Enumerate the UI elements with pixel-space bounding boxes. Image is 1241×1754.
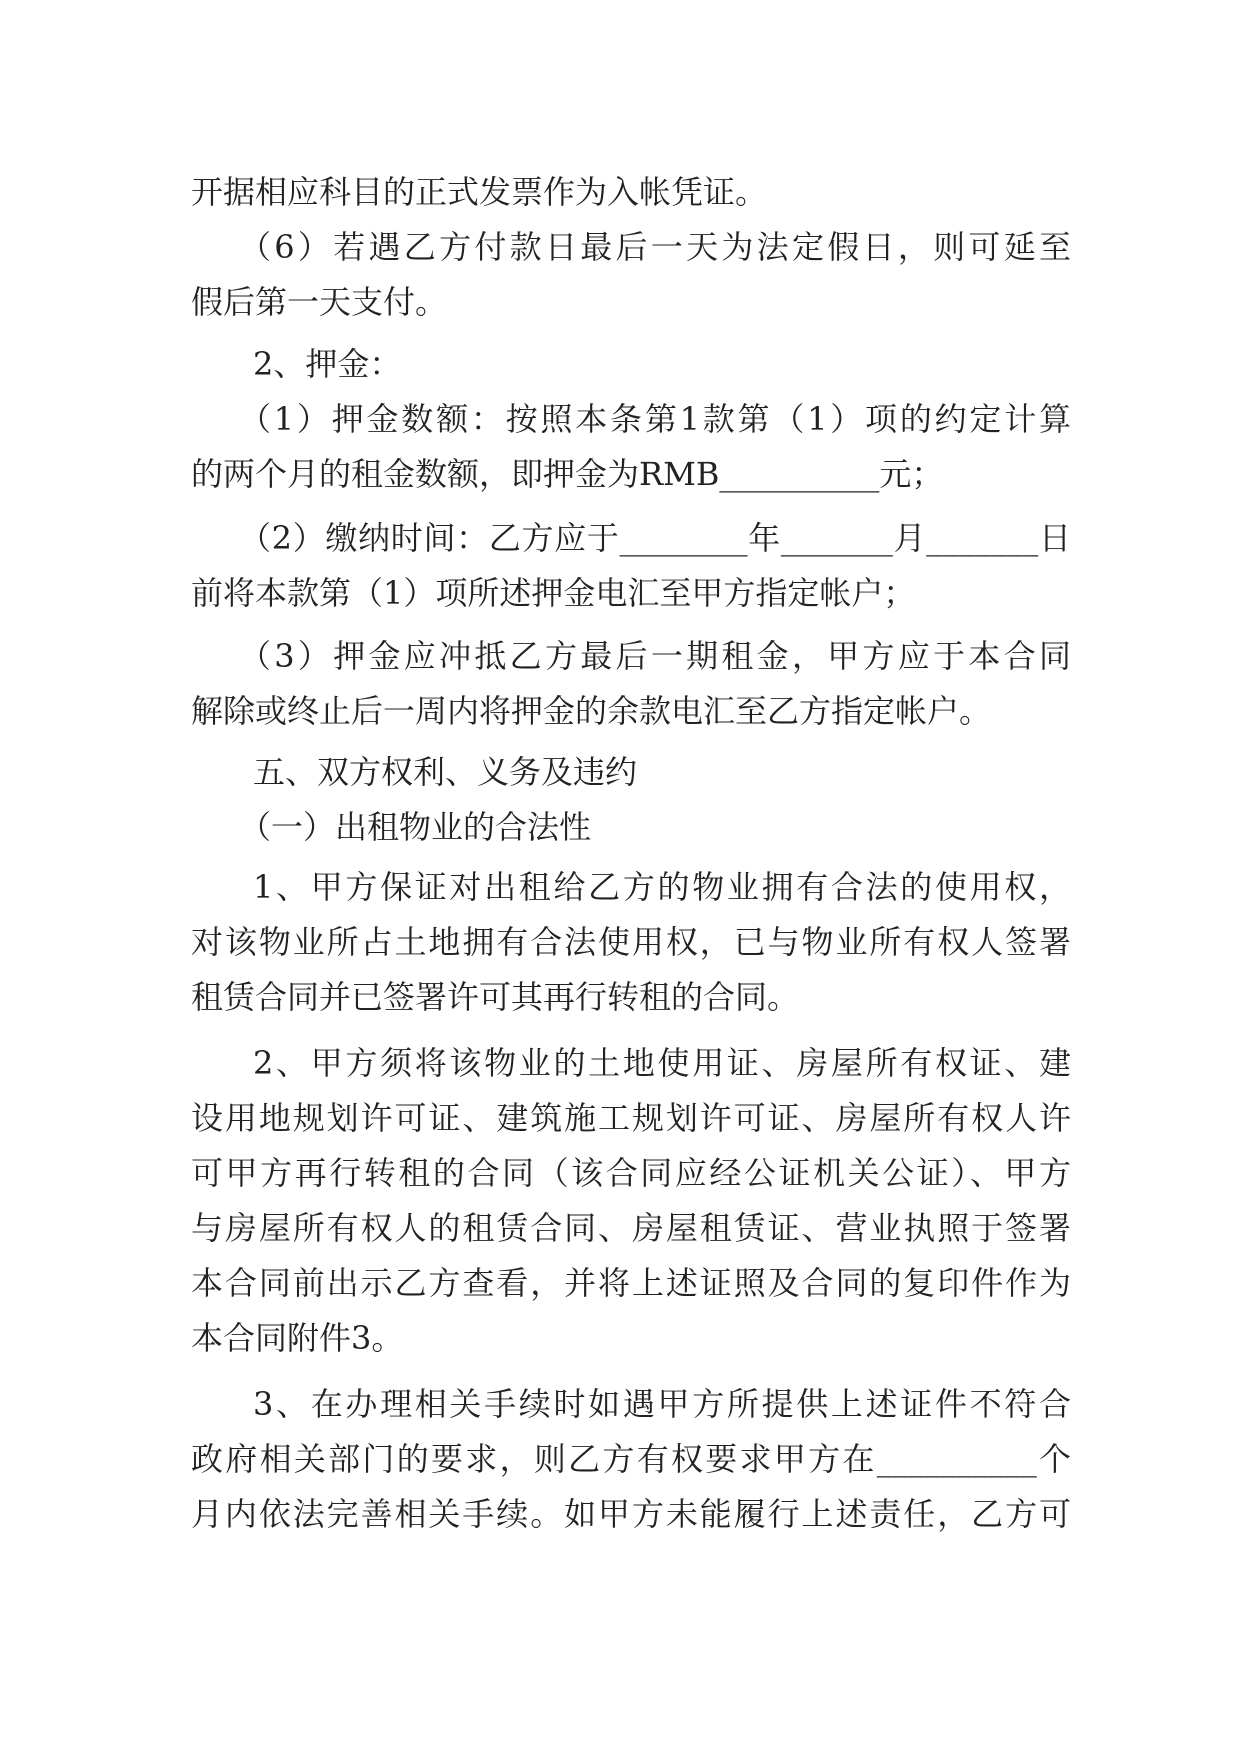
text-line: 设用地规划许可证、建筑施工规划许可证、房屋所有权人许 <box>191 1099 1071 1137</box>
text-line: 2、甲方须将该物业的土地使用证、房屋所有权证、建 <box>253 1044 1071 1082</box>
text-line: （1）押金数额：按照本条第1款第（1）项的约定计算 <box>239 400 1071 438</box>
text-line: 开据相应科目的正式发票作为入帐凭证。 <box>191 173 768 211</box>
text-line: 与房屋所有权人的租赁合同、房屋租赁证、营业执照于签署 <box>191 1209 1071 1247</box>
text-line: 月内依法完善相关手续。如甲方未能履行上述责任，乙方可 <box>191 1495 1071 1533</box>
text-line: 可甲方再行转租的合同（该合同应经公证机关公证）、甲方 <box>191 1154 1071 1192</box>
text-line: （3）押金应冲抵乙方最后一期租金，甲方应于本合同 <box>239 637 1071 675</box>
text-line: 3、在办理相关手续时如遇甲方所提供上述证件不符合 <box>253 1385 1071 1423</box>
text-line: 2、押金： <box>253 345 402 383</box>
text-line: （6）若遇乙方付款日最后一天为法定假日，则可延至 <box>239 228 1071 266</box>
text-line: 前将本款第（1）项所述押金电汇至甲方指定帐户； <box>191 574 916 612</box>
text-line: （2）缴纳时间：乙方应于________年_______月_______日 <box>239 519 1071 557</box>
text-line: 解除或终止后一周内将押金的余款电汇至乙方指定帐户。 <box>191 692 992 730</box>
text-line: 本合同附件3。 <box>191 1319 404 1357</box>
text-line: 对该物业所占土地拥有合法使用权，已与物业所有权人签署 <box>191 923 1071 961</box>
text-line: 假后第一天支付。 <box>191 283 448 321</box>
text-line: 租赁合同并已签署许可其再行转租的合同。 <box>191 978 800 1016</box>
text-line: 的两个月的租金数额，即押金为RMB__________元； <box>191 455 944 493</box>
text-line: 五、双方权利、义务及违约 <box>253 753 638 791</box>
text-line: 本合同前出示乙方查看，并将上述证照及合同的复印件作为 <box>191 1264 1071 1302</box>
text-line: （一）出租物业的合法性 <box>239 808 592 846</box>
text-line: 1、甲方保证对出租给乙方的物业拥有合法的使用权， <box>253 868 1071 906</box>
text-line: 政府相关部门的要求，则乙方有权要求甲方在__________个 <box>191 1440 1071 1478</box>
